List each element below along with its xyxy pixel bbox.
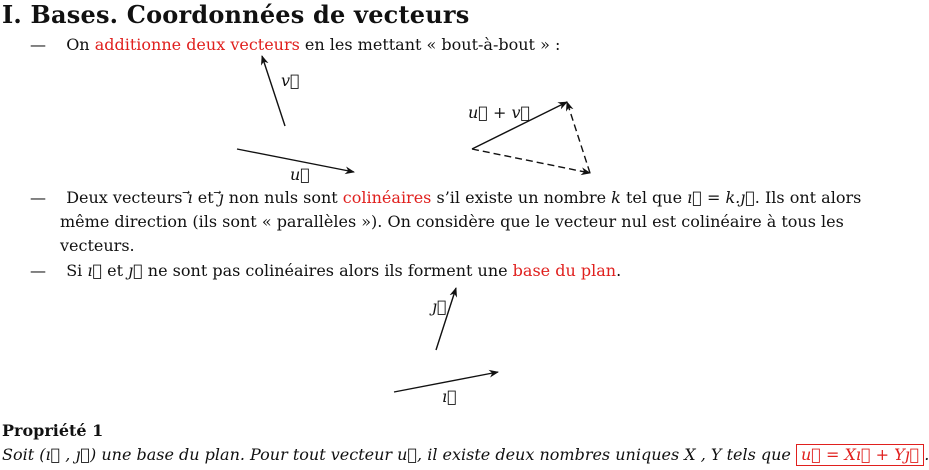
dashed-u: [472, 149, 590, 173]
vector-v-label: v⃗: [281, 71, 300, 90]
section-number: I.: [2, 0, 22, 29]
property-boxed-formula: u⃗ = Xı⃗ + Yȷ⃗: [796, 444, 924, 466]
vector-u-label: u⃗: [290, 165, 310, 184]
vec-j: ⃗ȷ: [218, 188, 224, 207]
colinear-text-5: . Ils ont alors: [754, 188, 862, 207]
colinear-text-4: tel que: [620, 188, 688, 207]
colinear-equation: ı⃗ = k.ȷ⃗: [687, 188, 755, 207]
property-text: Soit (ı⃗ , ȷ⃗) une base du plan. Pour tout vecteur u⃗, il existe deux nombres uniques X , Y tels que: [2, 445, 796, 464]
vector-v-arrow: [262, 56, 285, 126]
bullet-dash: —: [30, 188, 46, 207]
base-et: et: [102, 261, 129, 280]
bullet-dash: —: [30, 35, 46, 54]
property-text-end: .: [924, 445, 929, 464]
base-text-1: Si: [66, 261, 88, 280]
colinear-et: et: [192, 188, 219, 207]
bullet-text: On: [66, 35, 95, 54]
colinear-text-3: s’il existe un nombre: [431, 188, 612, 207]
highlight-colinear: colinéaires: [342, 188, 432, 207]
vec-i: ⃗ı: [187, 188, 193, 207]
bullet-dash: —: [30, 261, 46, 280]
vec-i: ı⃗: [87, 261, 103, 280]
bullet-text-end: en les mettant « bout-à-bout » :: [299, 35, 561, 54]
highlight-addition: additionne deux vecteurs: [94, 35, 300, 54]
scalar-k: k: [611, 188, 621, 207]
colinear-line-2: même direction (ils sont « parallèles »). On considère que le vecteur nul est colinéaire à tous les: [60, 212, 844, 231]
colinear-text-1: Deux vecteurs: [66, 188, 188, 207]
sum-label: u⃗ + v⃗: [468, 103, 531, 122]
vector-j-label: ȷ⃗: [432, 297, 447, 316]
colinear-line-3: vecteurs.: [60, 236, 135, 255]
property-statement: [2, 444, 929, 466]
base-text-3: .: [616, 261, 622, 280]
colinear-text-2: non nuls sont: [223, 188, 343, 207]
vec-j: ȷ⃗: [128, 261, 143, 280]
section-heading: Bases. Coordonnées de vecteurs: [30, 0, 470, 29]
property-title: Propriété 1: [2, 421, 104, 440]
highlight-base: base du plan: [512, 261, 617, 280]
vector-i-label: ı⃗: [442, 387, 457, 406]
base-text-2: ne sont pas colinéaires alors ils forment une: [142, 261, 513, 280]
dashed-v: [567, 102, 590, 173]
